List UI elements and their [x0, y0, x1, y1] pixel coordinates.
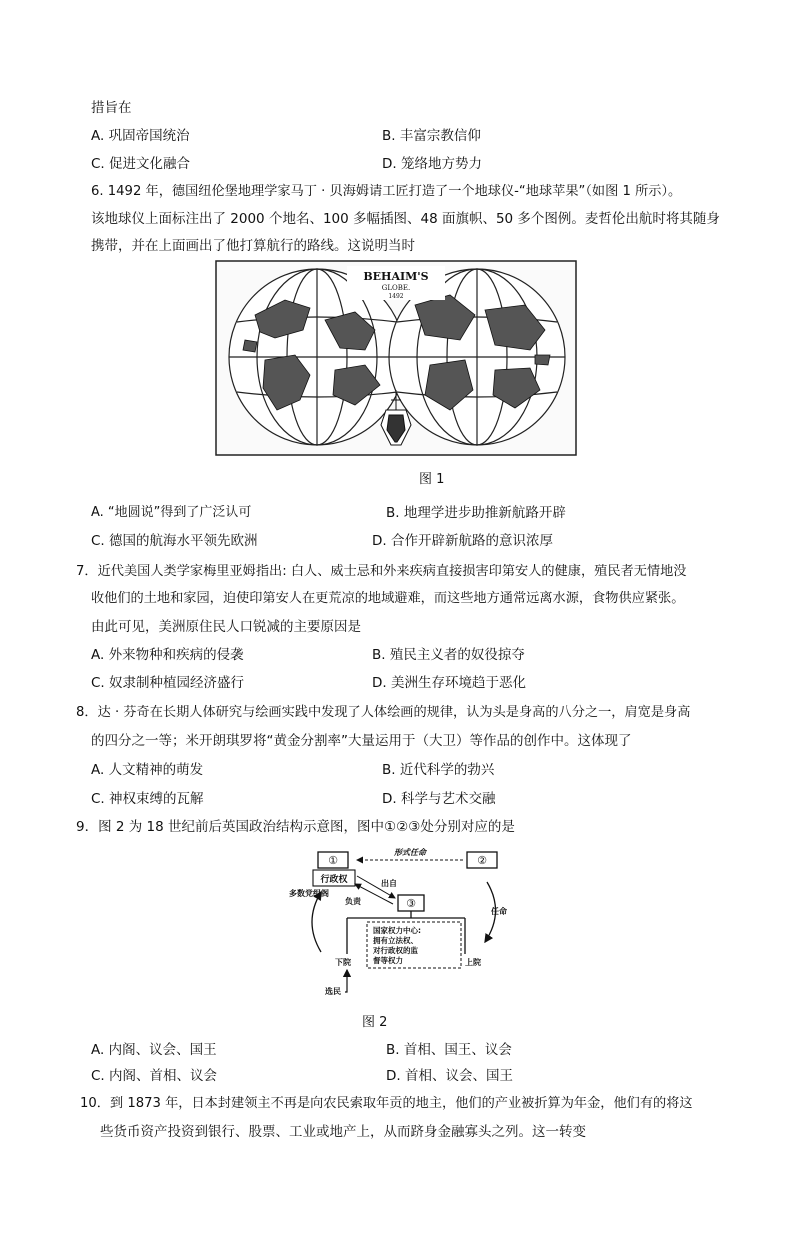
q8-stem-line2: 的四分之一等；米开朗琪罗将“黄金分割率”大量运用于（大卫）等作品的创作中。这体现了 — [91, 733, 632, 749]
diagram-exec-label: 行政权 — [320, 875, 348, 885]
q6-option-d[interactable]: D. 合作开辟新航路的意识浓厚 — [372, 533, 553, 549]
q6-stem-line2: 该地球仪上面标注出了 2000 个地名、100 多幅插图、48 面旗帜、50 多个图例。麦哲伦出航时将其随身 — [91, 211, 720, 227]
q6-option-a[interactable]: A. “地圆说”得到了广泛认可 — [91, 505, 252, 520]
q6-stem-line3: 携带，并在上面画出了他打算航行的路线。这说明当时 — [91, 238, 415, 254]
uk-political-structure-diagram — [285, 842, 510, 1002]
q5-option-c[interactable]: C. 促进文化融合 — [91, 156, 191, 172]
power-center-line3: 督等权力 — [373, 956, 403, 965]
q7-stem-line3: 由此可见，美洲原住民人口锐减的主要原因是 — [91, 619, 361, 635]
q5-option-a[interactable]: A. 巩固帝国统治 — [91, 128, 190, 144]
figure2-caption: 图 2 — [362, 1015, 388, 1030]
behaim-globe-figure — [215, 260, 577, 456]
diagram-box-1-label: ① — [328, 854, 338, 867]
q9-option-b[interactable]: B. 首相、国王、议会 — [386, 1042, 512, 1058]
q5-tail-text: 措旨在 — [91, 100, 132, 116]
majority-party-label: 多数党组阁 — [289, 889, 329, 898]
power-center-title: 国家权力中心: — [373, 926, 421, 935]
q7-option-c[interactable]: C. 奴隶制种植园经济盛行 — [91, 675, 245, 691]
diagram-responsible-label: 负责 — [345, 897, 361, 906]
voters-label: 选民 — [325, 987, 341, 996]
q9-option-a[interactable]: A. 内阁、议会、国王 — [91, 1042, 217, 1058]
q7-stem-line2: 收他们的土地和家园，迫使印第安人在更荒凉的地域避难，而这些地方通常远离水源，食物供应紧张。 — [91, 591, 685, 606]
q8-option-c[interactable]: C. 神权束缚的瓦解 — [91, 791, 204, 807]
q8-option-a[interactable]: A. 人文精神的萌发 — [91, 762, 204, 778]
q7-option-a[interactable]: A. 外来物种和疾病的侵袭 — [91, 647, 244, 663]
upper-house-label: 上院 — [465, 958, 481, 967]
q7-option-d[interactable]: D. 美洲生存环境趋于恶化 — [372, 675, 526, 691]
power-center-line2: 对行政权的监 — [373, 946, 418, 955]
q8-option-b[interactable]: B. 近代科学的勃兴 — [382, 762, 495, 778]
globe-year: 1492 — [388, 293, 404, 300]
diagram-box-3-label: ③ — [406, 897, 416, 910]
q7-option-b[interactable]: B. 殖民主义者的奴役掠夺 — [372, 647, 525, 663]
q10-stem-line2: 些货币资产投资到银行、股票、工业或地产上，从而跻身金融寡头之列。这一转变 — [100, 1124, 586, 1140]
q5-option-d[interactable]: D. 笼络地方势力 — [382, 156, 482, 172]
q6-option-c[interactable]: C. 德国的航海水平领先欧洲 — [91, 533, 258, 549]
diagram-from-label: 出自 — [381, 879, 397, 888]
q9-stem-line1: 9．图 2 为 18 世纪前后英国政治结构示意图，图中①②③处分别对应的是 — [76, 819, 515, 835]
globe-subtitle: GLOBE. — [381, 284, 411, 292]
q9-option-c[interactable]: C. 内阁、首相、议会 — [91, 1068, 218, 1084]
power-center-line1: 拥有立法权、 — [373, 936, 418, 945]
q7-stem-line1: 7．近代美国人类学家梅里亚姆指出: 白人、威士忌和外来疾病直接损害印第安人的健康，殖民者无情地没 — [76, 564, 687, 579]
q6-option-b[interactable]: B. 地理学进步助推新航路开辟 — [386, 505, 566, 521]
lower-house-label: 下院 — [335, 958, 351, 967]
q8-stem-line1: 8．达 · 芬奇在长期人体研究与绘画实践中发现了人体绘画的规律，认为头是身高的八分之一，肩宽是身高 — [76, 705, 691, 720]
q8-option-d[interactable]: D. 科学与艺术交融 — [382, 791, 496, 807]
diagram-formal-appoint-label: 形式任命 — [394, 848, 426, 857]
q9-option-d[interactable]: D. 首相、议会、国王 — [386, 1068, 513, 1084]
q6-stem-line1: 6. 1492 年，德国纽伦堡地理学家马丁 · 贝海姆请工匠打造了一个地球仪-“地球苹果”（如图 1 所示）。 — [91, 184, 682, 199]
globe-title: BEHAIM'S — [363, 270, 429, 283]
figure1-caption: 图 1 — [419, 472, 445, 487]
diagram-box-2-label: ② — [477, 854, 487, 867]
appoint-label: 任命 — [491, 907, 507, 916]
q10-stem-line1: 10．到 1873 年，日本封建领主不再是向农民索取年贡的地主，他们的产业被折算为年金，他们有的将这 — [80, 1096, 693, 1111]
q5-option-b[interactable]: B. 丰富宗教信仰 — [382, 128, 481, 144]
globe-illustration — [215, 260, 577, 456]
